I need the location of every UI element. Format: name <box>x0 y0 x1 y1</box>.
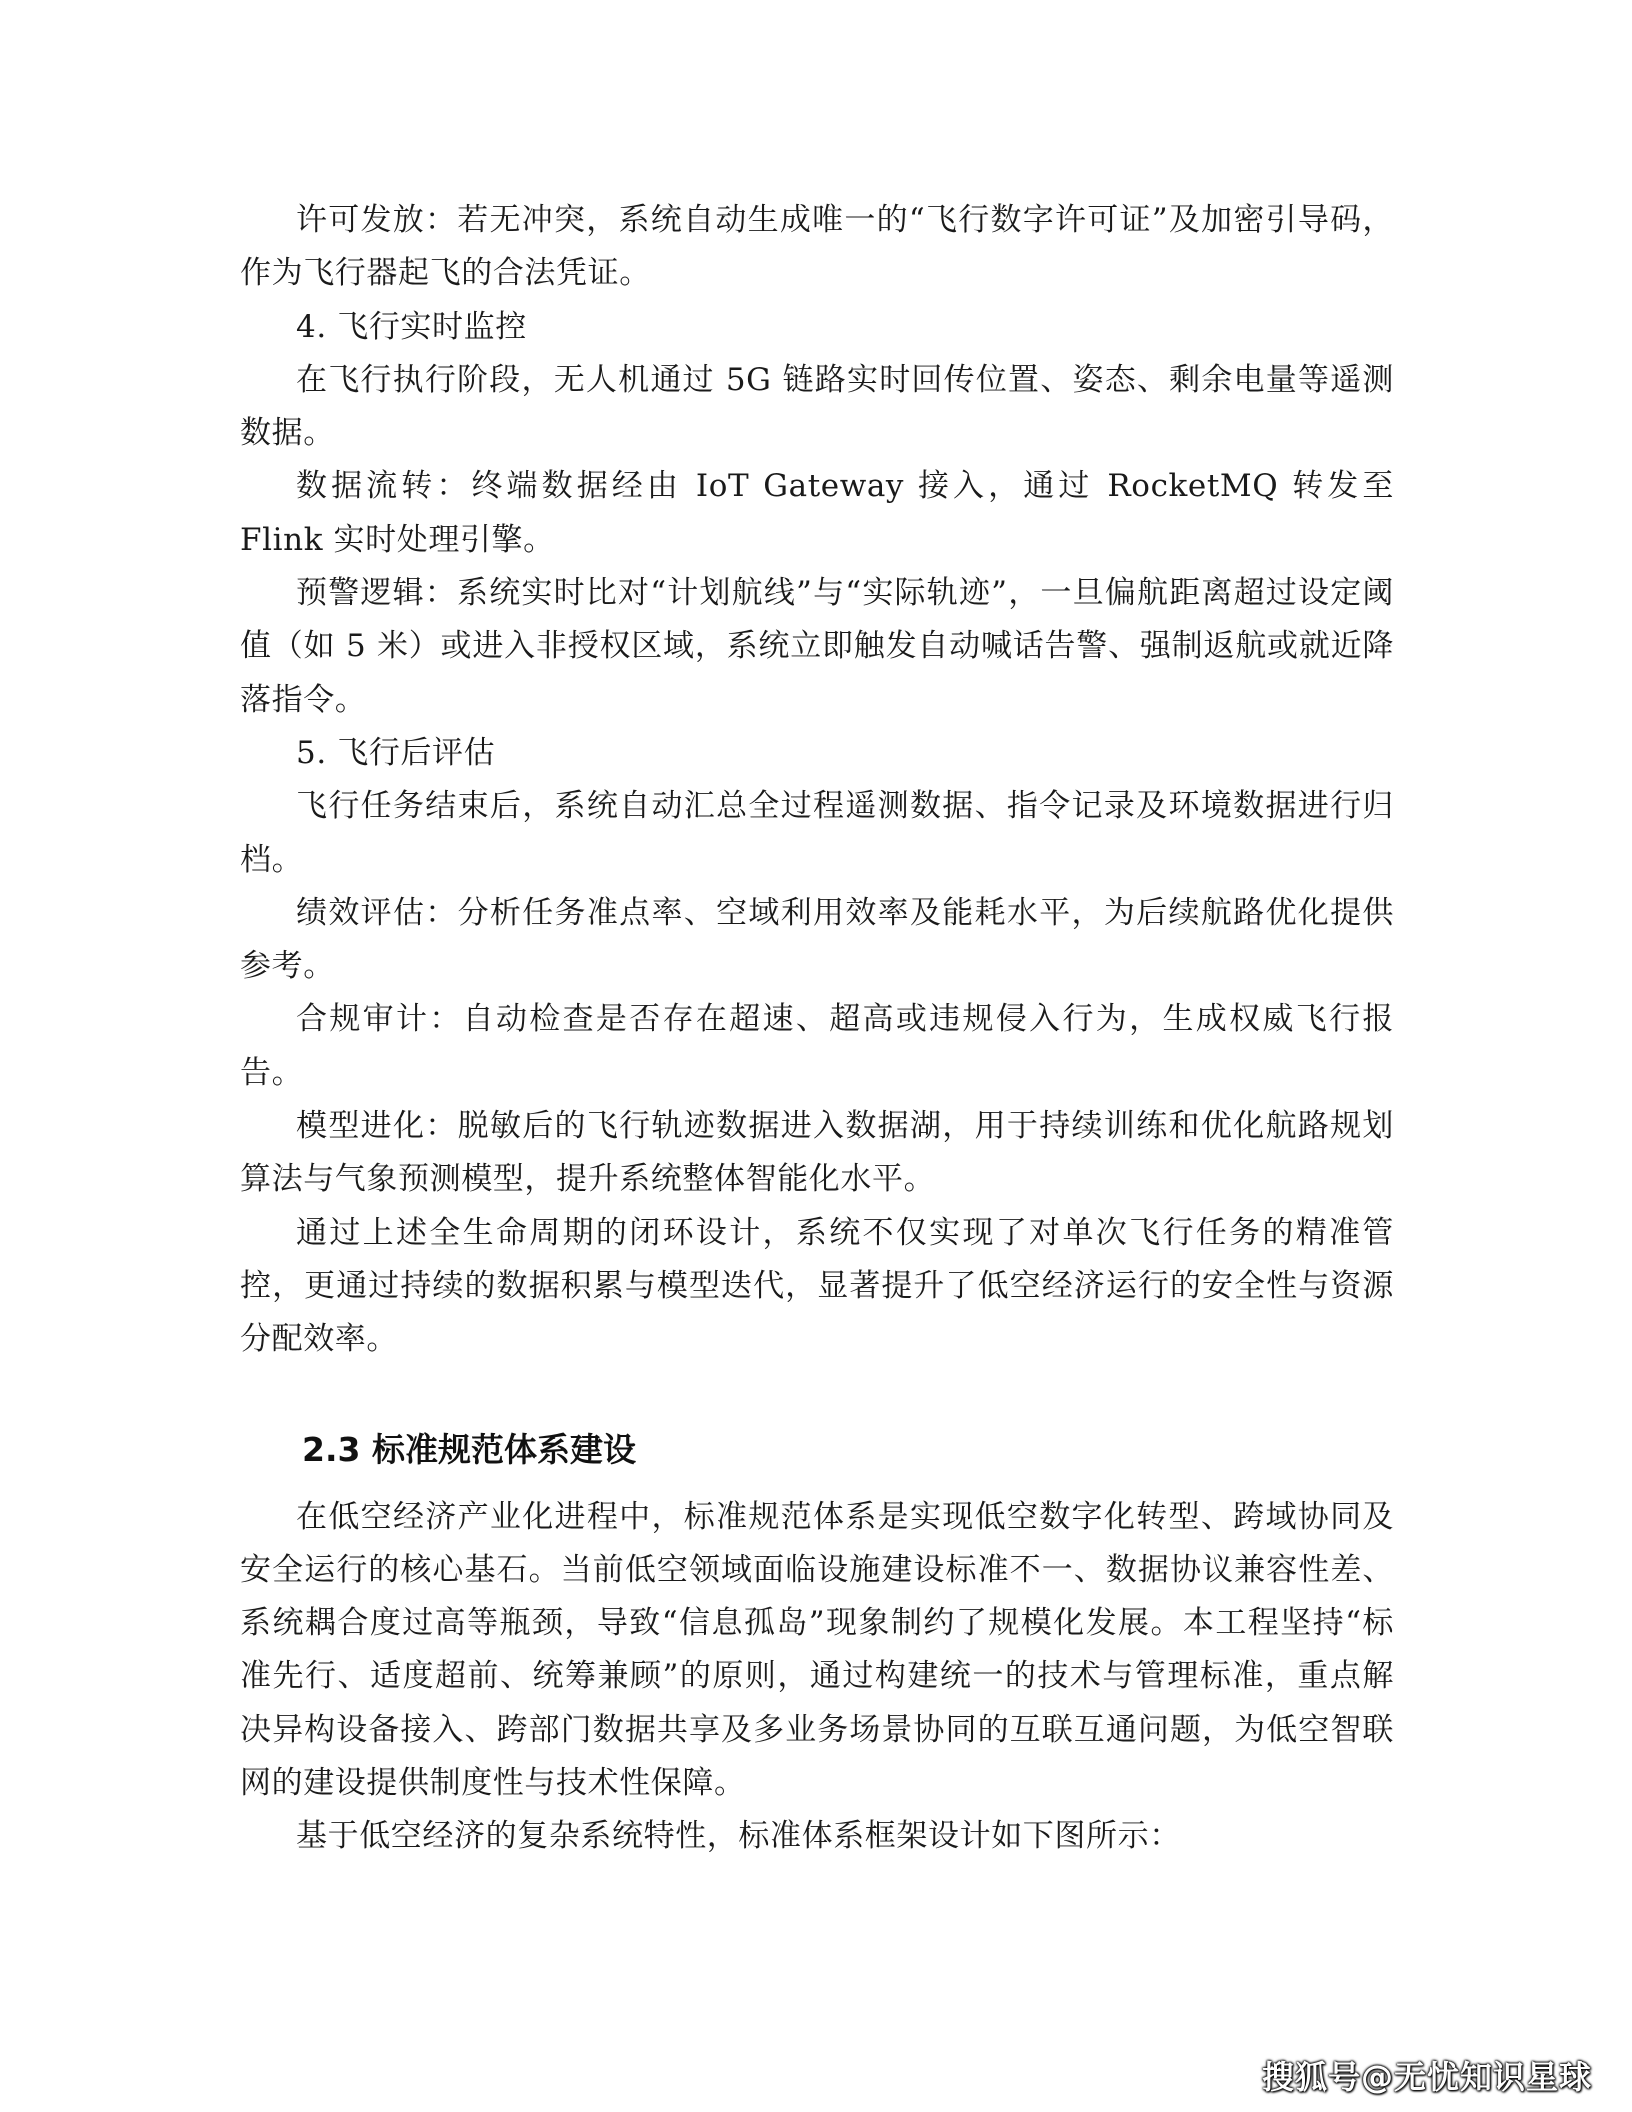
document-body <box>240 194 1394 1864</box>
paragraph-data-flow: 数据流转：终端数据经由 IoT Gateway 接入，通过 RocketMQ 转发至 Flink 实时处理引擎。 <box>240 468 1394 558</box>
paragraph-framework-design: 基于低空经济的复杂系统特性，标准体系框架设计如下图所示： <box>296 1818 1181 1855</box>
paragraph-model-evolution: 模型进化：脱敏后的飞行轨迹数据进入数据湖，用于持续训练和优化航路规划算法与气象预测模型，提升系统整体智能化水平。 <box>240 1108 1394 1198</box>
watermark-text: 搜狐号@无忧知识星球 <box>1261 2058 1592 2096</box>
paragraph-archive: 飞行任务结束后，系统自动汇总全过程遥测数据、指令记录及环境数据进行归档。 <box>240 788 1394 878</box>
paragraph-standards-intro: 在低空经济产业化进程中，标准规范体系是实现低空数字化转型、跨域协同及安全运行的核心基石。当前低空领域面临设施建设标准不一、数据协议兼容性差、系统耦合度过高等瓶颈，导致“信息孤岛”现象制约了规模化发展。本工程坚持“标准先行、适度超前、统筹兼顾”的原则，通过构建统一的技术与管理标准，重点解决异构设备接入、跨部门数据共享及多业务场景协同的互联互通问题，为低空智联网的建设提供制度性与技术性保障。 <box>240 1498 1394 1802</box>
paragraph-compliance-audit: 合规审计：自动检查是否存在超速、超高或违规侵入行为，生成权威飞行报告。 <box>240 1001 1394 1091</box>
paragraph-permit-issuance: 许可发放：若无冲突，系统自动生成唯一的“飞行数字许可证”及加密引导码，作为飞行器起飞的合法凭证。 <box>240 202 1394 292</box>
paragraph-summary: 通过上述全生命周期的闭环设计，系统不仅实现了对单次飞行任务的精准管控，更通过持续的数据积累与模型迭代，显著提升了低空经济运行的安全性与资源分配效率。 <box>240 1214 1394 1358</box>
paragraph-performance-evaluation: 绩效评估：分析任务准点率、空域利用效率及能耗水平，为后续航路优化提供参考。 <box>240 894 1394 985</box>
list-heading-realtime-monitoring: 4. 飞行实时监控 <box>296 308 527 345</box>
list-heading-post-flight-evaluation: 5. 飞行后评估 <box>296 734 496 771</box>
paragraph-warning-logic: 预警逻辑：系统实时比对“计划航线”与“实际轨迹”，一旦偏航距离超过设定阈值（如 5 米）或进入非授权区域，系统立即触发自动喊话告警、强制返航或就近降落指令。 <box>240 575 1394 718</box>
paragraph-flight-execution: 在飞行执行阶段，无人机通过 5G 链路实时回传位置、姿态、剩余电量等遥测数据。 <box>240 361 1394 452</box>
section-heading: 2.3 标准规范体系建设 <box>302 1429 636 1469</box>
